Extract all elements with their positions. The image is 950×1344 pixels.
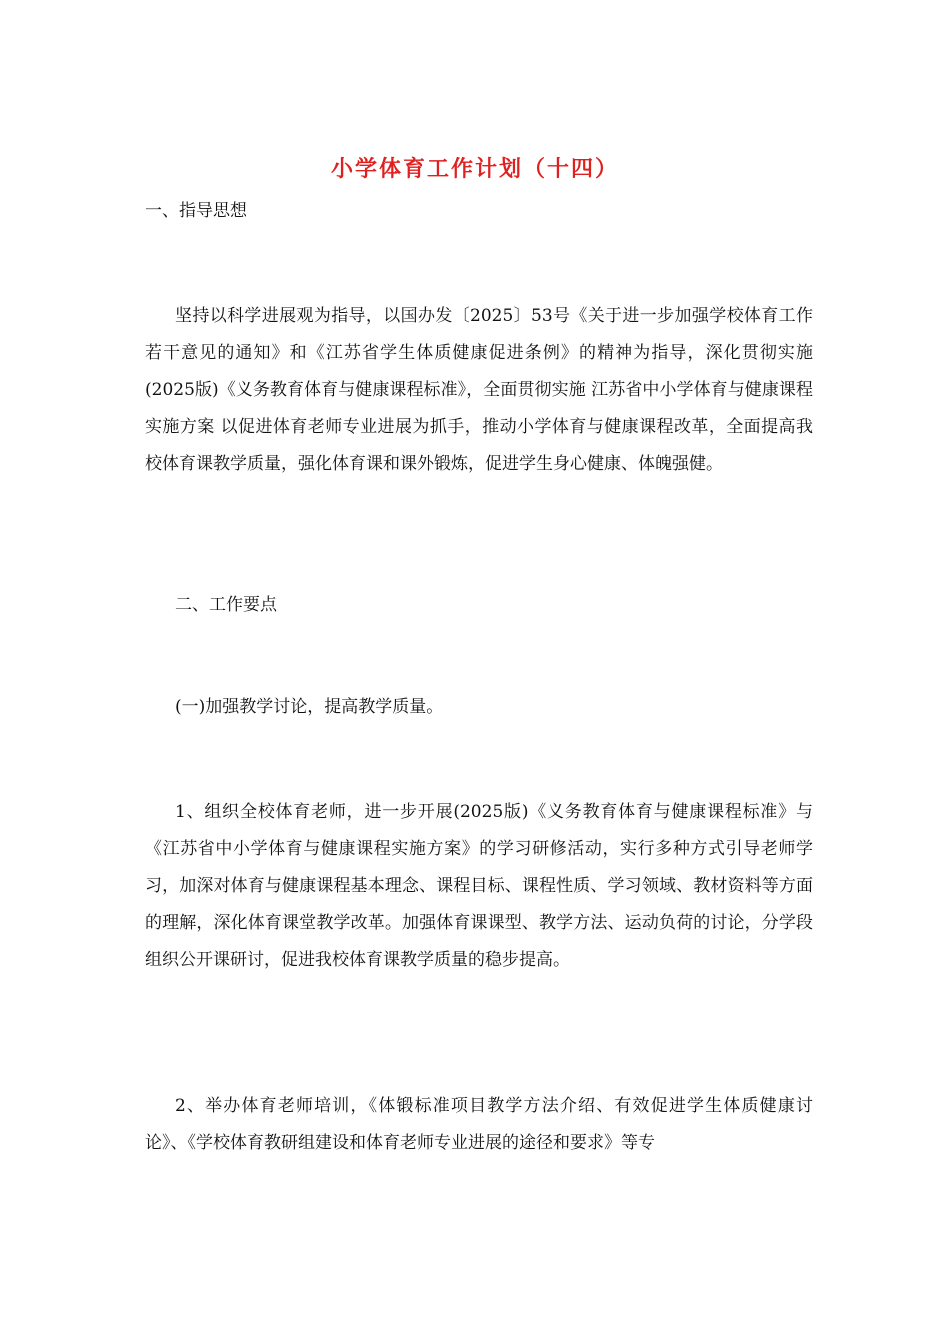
paragraph-guiding-ideology: 坚持以科学进展观为指导，以国办发〔2025〕53号《关于进一步加强学校体育工作若干意见的通知》和《江苏省学生体质健康促进条例》的精神为指导，深化贯彻实施(2025版)《义务教育体育与健康课程标准》，全面贯彻实施 江苏省中小学体育与健康课程实施方案 以促进体育老师专业进展为抓手，推动小学体育与健康课程改革，全面提高我校体育课教学质量，强化体育课和课外锻炼，促进学生身心健康、体魄强健。 (145, 306, 813, 474)
section-heading-work-points: 二、工作要点 (175, 595, 277, 615)
paragraph-item-2: 2、举办体育老师培训，《体锻标准项目教学方法介绍、有效促进学生体质健康讨论》、《学校体育教研组建设和体育老师专业进展的途径和要求》等专 (145, 1096, 813, 1153)
paragraph-item-1: 1、组织全校体育老师，进一步开展(2025版)《义务教育体育与健康课程标准》与《江苏省中小学体育与健康课程实施方案》的学习研修活动，实行多种方式引导老师学习，加深对体育与健康课程基本理念、课程目标、课程性质、学习领域、教材资料等方面的理解，深化体育课堂教学改革。加强体育课课型、教学方法、运动负荷的讨论，分学段组织公开课研讨，促进我校体育课教学质量的稳步提高。 (145, 802, 813, 970)
section-heading-guiding-ideology: 一、指导思想 (145, 201, 247, 221)
document-title: 小学体育工作计划（十四） (330, 156, 619, 182)
subsection-heading-teaching-research: (一)加强教学讨论，提高教学质量。 (175, 697, 444, 717)
